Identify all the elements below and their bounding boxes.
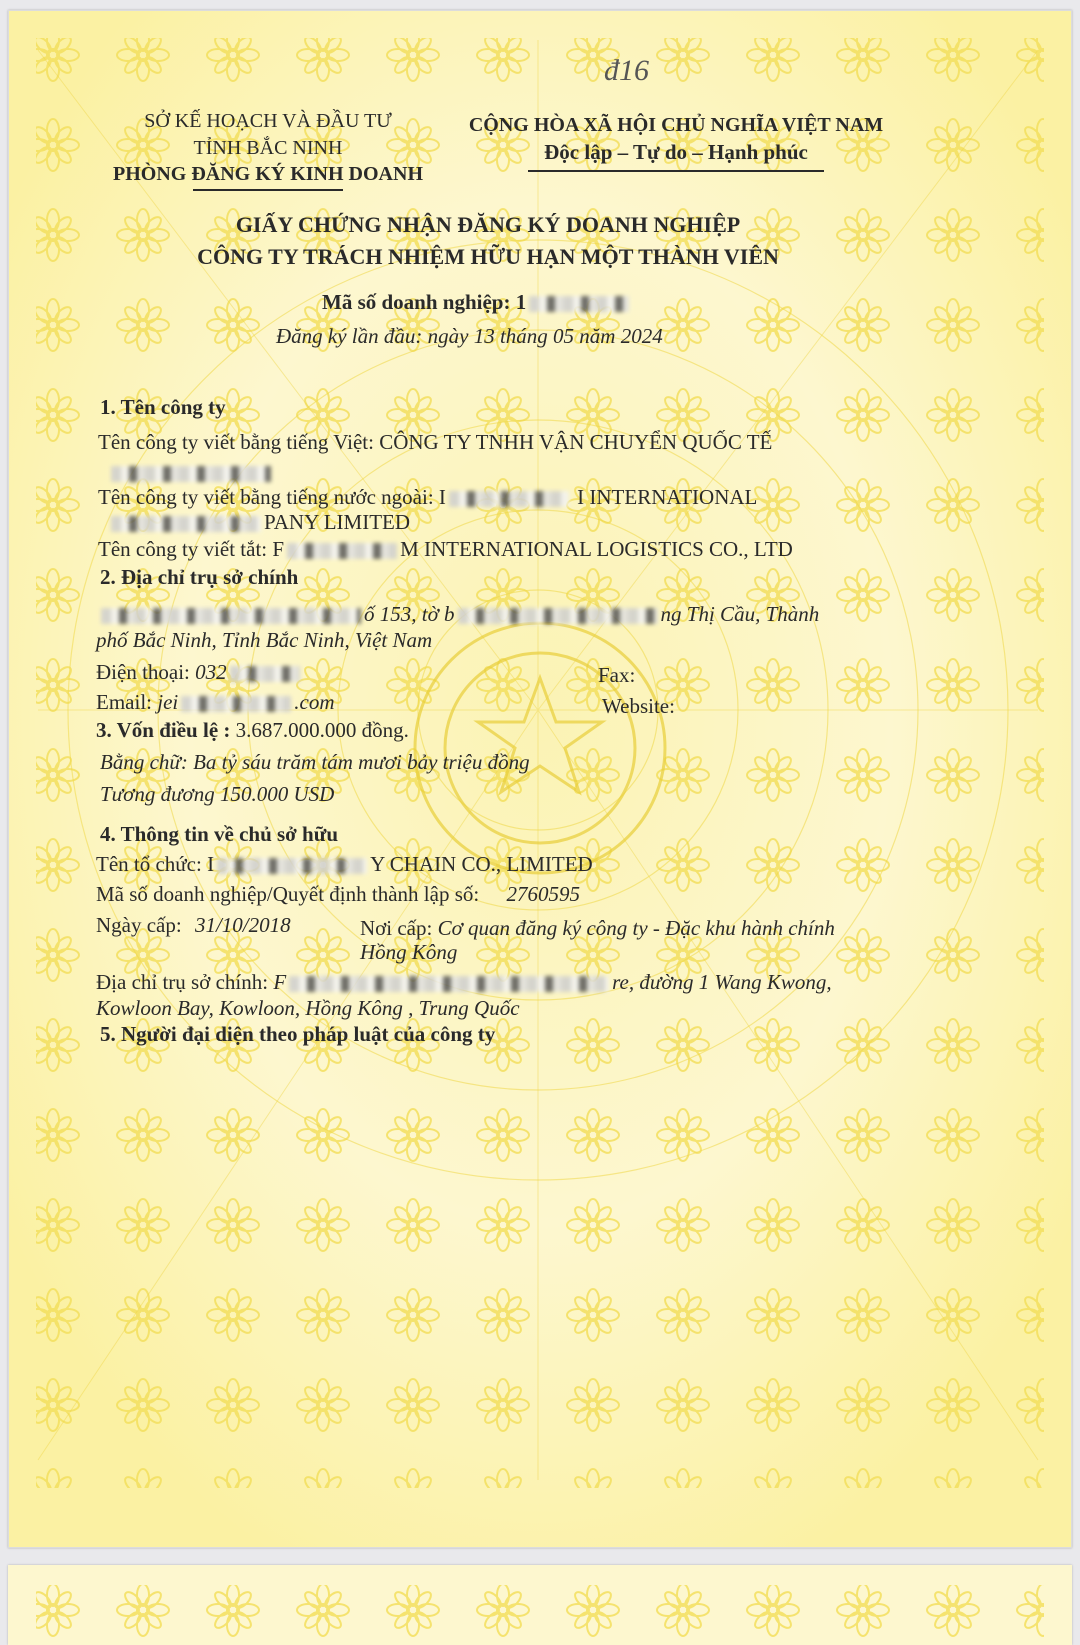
redacted-block	[111, 466, 271, 482]
owner-hq-label: Địa chỉ trụ sở chính:	[96, 970, 269, 994]
certificate-title-line2: CÔNG TY TRÁCH NHIỆM HỮU HẠN MỘT THÀNH VIÊN	[197, 244, 779, 269]
foreign-name-row	[98, 485, 757, 510]
address-part1: ố 153, tờ b	[364, 602, 455, 626]
redacted-block	[111, 516, 261, 532]
vn-name-row	[98, 430, 772, 455]
certificate-page	[8, 10, 1072, 1548]
capital-amount: 3.687.000.000 đồng.	[235, 718, 409, 742]
email-start: jei	[157, 690, 179, 714]
header-republic: CỘNG HÒA XÃ HỘI CHỦ NGHĨA VIỆT NAM	[468, 114, 884, 136]
redacted-block	[289, 976, 609, 992]
owner-hq-start: F	[273, 970, 287, 994]
redacted-block	[101, 608, 361, 624]
capital-row	[96, 718, 409, 743]
foreign-name-end: PANY LIMITED	[264, 510, 411, 534]
header-motto: Độc lập – Tự do – Hạnh phúc	[544, 140, 808, 164]
org-label: Tên tổ chức:	[96, 852, 202, 876]
issue-place-line2: Hồng Kông	[360, 940, 458, 964]
phone-row	[96, 660, 303, 685]
phone-value: 032	[195, 660, 227, 684]
owner-id-label: Mã số doanh nghiệp/Quyết định thành lập số:	[96, 882, 480, 906]
foreign-name-mid: I INTERNATIONAL	[577, 485, 758, 509]
security-pattern-background	[8, 10, 1072, 1548]
address-line1	[98, 602, 819, 627]
org-end: Y CHAIN CO., LIMITED	[370, 852, 593, 876]
issue-place-label: Nơi cấp:	[360, 916, 433, 940]
address-part2: ng Thị Cầu, Thành	[660, 602, 820, 626]
address-line2: phố Bắc Ninh, Tỉnh Bắc Ninh, Việt Nam	[96, 628, 433, 652]
issue-place-row	[360, 916, 835, 941]
enterprise-code	[322, 290, 632, 315]
email-label: Email:	[96, 690, 152, 714]
vn-name-label: Tên công ty viết bằng tiếng Việt:	[98, 430, 374, 454]
vn-name-redacted	[108, 460, 274, 485]
capital-equivalent: Tương đương 150.000 USD	[100, 782, 335, 806]
enterprise-code-value: 1	[515, 290, 527, 314]
phone-label: Điện thoại:	[96, 660, 190, 684]
capital-heading: 3. Vốn điều lệ :	[96, 718, 231, 742]
security-pattern-background	[8, 1565, 1072, 1645]
header-left-underline	[193, 189, 343, 191]
capital-in-words: Bằng chữ: Ba tỷ sáu trăm tám mươi bảy triệu đồng	[100, 750, 530, 774]
certificate-title-line1: GIẤY CHỨNG NHẬN ĐĂNG KÝ DOANH NGHIỆP	[235, 212, 741, 237]
short-name-start: F	[272, 537, 285, 561]
email-row	[96, 690, 335, 715]
org-name-row	[96, 852, 593, 877]
redacted-block	[458, 608, 658, 624]
issue-date-row	[96, 913, 291, 938]
foreign-name-start: I	[438, 485, 446, 509]
website-label: Website:	[602, 694, 675, 718]
issue-date-label: Ngày cấp:	[96, 913, 182, 937]
header-agency-line2: TỈNH BẮC NINH	[193, 137, 343, 159]
redacted-block	[217, 858, 367, 874]
owner-hq-row	[96, 970, 832, 995]
redacted-block	[230, 666, 300, 682]
owner-id-value: 2760595	[506, 882, 580, 906]
redacted-block	[529, 296, 629, 312]
header-agency-line3: PHÒNG ĐĂNG KÝ KINH DOANH	[113, 163, 423, 185]
short-name-row	[98, 537, 793, 562]
org-start: I	[207, 852, 215, 876]
owner-hq-end: re, đường 1 Wang Kwong,	[612, 970, 832, 994]
section5-heading: 5. Người đại diện theo pháp luật của công ty	[100, 1022, 496, 1046]
redacted-block	[287, 543, 397, 559]
foreign-name-label: Tên công ty viết bằng tiếng nước ngoài:	[98, 485, 434, 509]
owner-id-row	[96, 882, 580, 907]
section2-heading: 2. Địa chỉ trụ sở chính	[100, 565, 299, 589]
issue-place-value: Cơ quan đăng ký công ty - Đặc khu hành chính	[437, 916, 835, 940]
header-agency-line1: SỞ KẾ HOẠCH VÀ ĐẦU TƯ	[144, 110, 392, 132]
redacted-block	[181, 696, 291, 712]
handwritten-mark: đ16	[604, 54, 649, 87]
short-name-end: M INTERNATIONAL LOGISTICS CO., LTD	[400, 537, 793, 561]
section1-heading: 1. Tên công ty	[100, 395, 226, 419]
issue-date-value: 31/10/2018	[194, 913, 291, 937]
vn-name-value: CÔNG TY TNHH VẬN CHUYỂN QUỐC TẾ	[379, 430, 773, 454]
fax-label: Fax:	[598, 663, 636, 687]
owner-hq-line2: Kowloon Bay, Kowloon, Hồng Kông , Trung Quốc	[96, 996, 520, 1020]
email-end: .com	[294, 690, 335, 714]
next-page-edge	[8, 1565, 1072, 1645]
redacted-block	[449, 491, 569, 507]
foreign-name-line2	[108, 510, 410, 535]
header-right-underline	[528, 170, 824, 172]
enterprise-code-label: Mã số doanh nghiệp:	[322, 290, 511, 314]
first-registration-date: Đăng ký lần đầu: ngày 13 tháng 05 năm 2024	[276, 324, 663, 348]
section4-heading: 4. Thông tin về chủ sở hữu	[100, 822, 339, 846]
short-name-label: Tên công ty viết tắt:	[98, 537, 268, 561]
